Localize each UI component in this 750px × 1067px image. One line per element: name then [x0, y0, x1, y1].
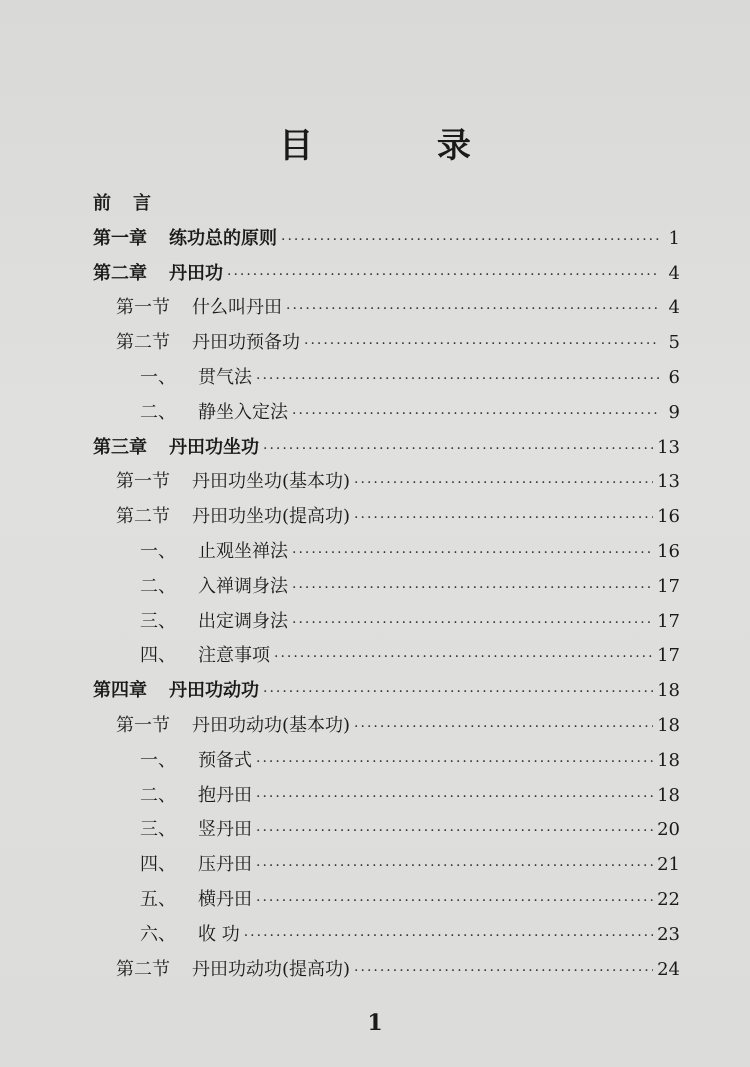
toc-entry-page: 17 [657, 575, 680, 597]
toc-entry-page: 24 [657, 958, 680, 980]
toc-entry-title: 丹田功动功(基本功) [192, 715, 351, 736]
toc-leader-dots [256, 783, 653, 811]
toc-entry-page: 13 [657, 436, 680, 458]
toc-leader-dots [256, 748, 653, 776]
toc-entry [93, 677, 680, 705]
toc-entry [140, 782, 680, 810]
toc-leader-dots [292, 574, 653, 602]
toc-entry-title: 丹田功动功 [169, 680, 259, 702]
toc-entry-title: 丹田功 [169, 262, 223, 284]
toc-entry-number: 第一节 [116, 471, 170, 493]
toc-entry-label [116, 712, 350, 740]
toc-entry-label [140, 608, 288, 636]
toc-entry-page: 9 [668, 401, 680, 423]
toc-entry-label [116, 329, 300, 357]
toc-entry-page: 18 [657, 715, 680, 736]
toc-entry-title: 止观坐禅法 [198, 541, 288, 562]
toc-entry-number: 第四章 [93, 680, 147, 702]
toc-entry [116, 329, 680, 357]
toc-entry-title: 竖丹田 [198, 819, 252, 841]
toc-entry-number: 第一章 [93, 227, 147, 249]
toc-entry [116, 503, 680, 531]
toc-entry [140, 851, 680, 879]
page-title: 目 录 [279, 126, 527, 166]
toc-entry [140, 364, 680, 392]
toc-entry-number: 第二章 [93, 262, 147, 284]
toc-entry-title: 注意事项 [198, 645, 270, 667]
toc-entry-label [140, 886, 252, 914]
toc-entry-label [140, 851, 252, 879]
toc-entry-title: 压丹田 [198, 854, 252, 876]
toc-entry-page: 17 [657, 610, 680, 632]
toc-entry-number: 二、 [140, 784, 176, 806]
toc-entry-label [140, 782, 252, 810]
toc-leader-dots [292, 609, 653, 637]
toc-entry-title: 出定调身法 [198, 610, 288, 632]
toc-entry [140, 399, 680, 427]
toc-entry-number: 第一节 [116, 715, 170, 736]
toc-entry-title: 丹田功坐功(提高功) [192, 506, 351, 528]
toc-entry-title: 入禅调身法 [198, 575, 288, 597]
toc-leader-dots [256, 365, 660, 393]
toc-entry-label [116, 468, 350, 496]
toc-entry-title: 言 [133, 193, 151, 214]
toc-entry [140, 608, 680, 636]
toc-entry-number: 二、 [140, 575, 176, 597]
toc-entry-label [140, 573, 288, 601]
toc-entry-number: 五、 [140, 889, 176, 910]
toc-leader-dots [281, 226, 660, 254]
toc-entry-page: 22 [657, 889, 680, 910]
toc-entry-number: 二、 [140, 401, 176, 423]
toc-entry-number: 四、 [140, 645, 176, 667]
toc-leader-dots [256, 887, 653, 915]
toc-entry [140, 886, 680, 914]
page-number: 1 [367, 1010, 383, 1036]
toc-entry-page: 16 [657, 506, 680, 528]
toc-leader-dots [274, 643, 653, 671]
toc-entry-label [140, 921, 240, 949]
toc-entry [140, 816, 680, 844]
toc-entry [116, 468, 680, 496]
toc-entry [116, 294, 680, 322]
toc-entry-page: 23 [657, 923, 680, 945]
toc-entry-page: 16 [657, 541, 680, 562]
toc-leader-dots [354, 469, 653, 497]
toc-entry-page: 4 [668, 297, 680, 319]
toc-leader-dots [354, 957, 653, 985]
toc-entry-title: 什么叫丹田 [192, 297, 282, 319]
toc-leader-dots [304, 330, 660, 358]
toc-entry-number: 第二节 [116, 332, 170, 354]
toc-entry-title: 收 功 [198, 923, 240, 945]
toc-entry-label [116, 294, 282, 322]
toc-entry-label [93, 434, 259, 462]
toc-entry-page: 21 [657, 854, 680, 876]
toc-entry-page: 4 [668, 262, 680, 284]
toc-entry-number: 一、 [140, 367, 176, 388]
toc-entry [93, 190, 680, 218]
toc-entry-label [93, 260, 223, 288]
toc-entry-title: 练功总的原则 [169, 227, 277, 249]
toc-leader-dots [292, 400, 660, 428]
toc-leader-dots [263, 678, 653, 706]
toc-entry [140, 921, 680, 949]
toc-entry-title: 横丹田 [198, 889, 252, 910]
toc-leader-dots [286, 295, 660, 323]
toc-entry-number: 三、 [140, 610, 176, 632]
toc-entry-number: 前 [93, 193, 111, 214]
toc-leader-dots [256, 817, 653, 845]
toc-entry-label [140, 816, 252, 844]
toc-entry-label [140, 538, 288, 566]
toc-leader-dots [354, 504, 653, 532]
toc-entry [140, 573, 680, 601]
toc-entry-title: 丹田功预备功 [192, 332, 300, 354]
toc-entry-label [93, 225, 277, 253]
toc-entry-page: 20 [657, 819, 680, 841]
toc-entry-title: 抱丹田 [198, 784, 252, 806]
toc-entry-number: 第三章 [93, 436, 147, 458]
toc-leader-dots [244, 922, 653, 950]
toc-entry-title: 静坐入定法 [198, 401, 288, 423]
toc-leader-dots [263, 435, 653, 463]
toc-entry-page: 13 [657, 471, 680, 493]
toc-entry-label [140, 399, 288, 427]
toc-entry-label [140, 364, 252, 392]
toc-leader-dots [292, 539, 653, 567]
toc-entry-label [140, 747, 252, 775]
toc-leader-dots [227, 261, 660, 289]
toc-entry-label [140, 642, 270, 670]
toc-entry [140, 642, 680, 670]
toc-entry-title: 丹田功坐功 [169, 436, 259, 458]
toc-entry [140, 538, 680, 566]
toc-entry [116, 712, 680, 740]
toc-entry-number: 第二节 [116, 958, 170, 980]
toc-entry-page: 18 [657, 784, 680, 806]
toc-entry-title: 丹田功坐功(基本功) [192, 471, 351, 493]
toc-entry-page: 1 [668, 227, 680, 249]
toc-entry-number: 第二节 [116, 506, 170, 528]
toc-entry [93, 225, 680, 253]
toc-entry-title: 贯气法 [198, 367, 252, 388]
toc-entry-title: 丹田功动功(提高功) [192, 958, 351, 980]
toc-entry-number: 一、 [140, 749, 176, 771]
toc-entry-number: 六、 [140, 923, 176, 945]
toc-entry-page: 17 [657, 645, 680, 667]
toc-entry [93, 260, 680, 288]
toc-entry-label [116, 503, 350, 531]
toc-leader-dots [256, 852, 653, 880]
toc-entry-number: 一、 [140, 541, 176, 562]
toc-entry-page: 18 [657, 749, 680, 771]
toc-entry-number: 四、 [140, 854, 176, 876]
toc-entry [140, 747, 680, 775]
toc-entry-page: 5 [668, 332, 680, 354]
toc-entry-page: 6 [668, 367, 680, 388]
toc-entry-label [116, 956, 350, 984]
toc-entry-label [93, 677, 259, 705]
toc-leader-dots [354, 713, 653, 741]
toc-entry-number: 三、 [140, 819, 176, 841]
toc-entry [93, 434, 680, 462]
toc-entry-number: 第一节 [116, 297, 170, 319]
toc-entry-page: 18 [657, 680, 680, 702]
toc-entry-title: 预备式 [198, 749, 252, 771]
toc-entry-label [93, 190, 151, 218]
toc-entry [116, 956, 680, 984]
